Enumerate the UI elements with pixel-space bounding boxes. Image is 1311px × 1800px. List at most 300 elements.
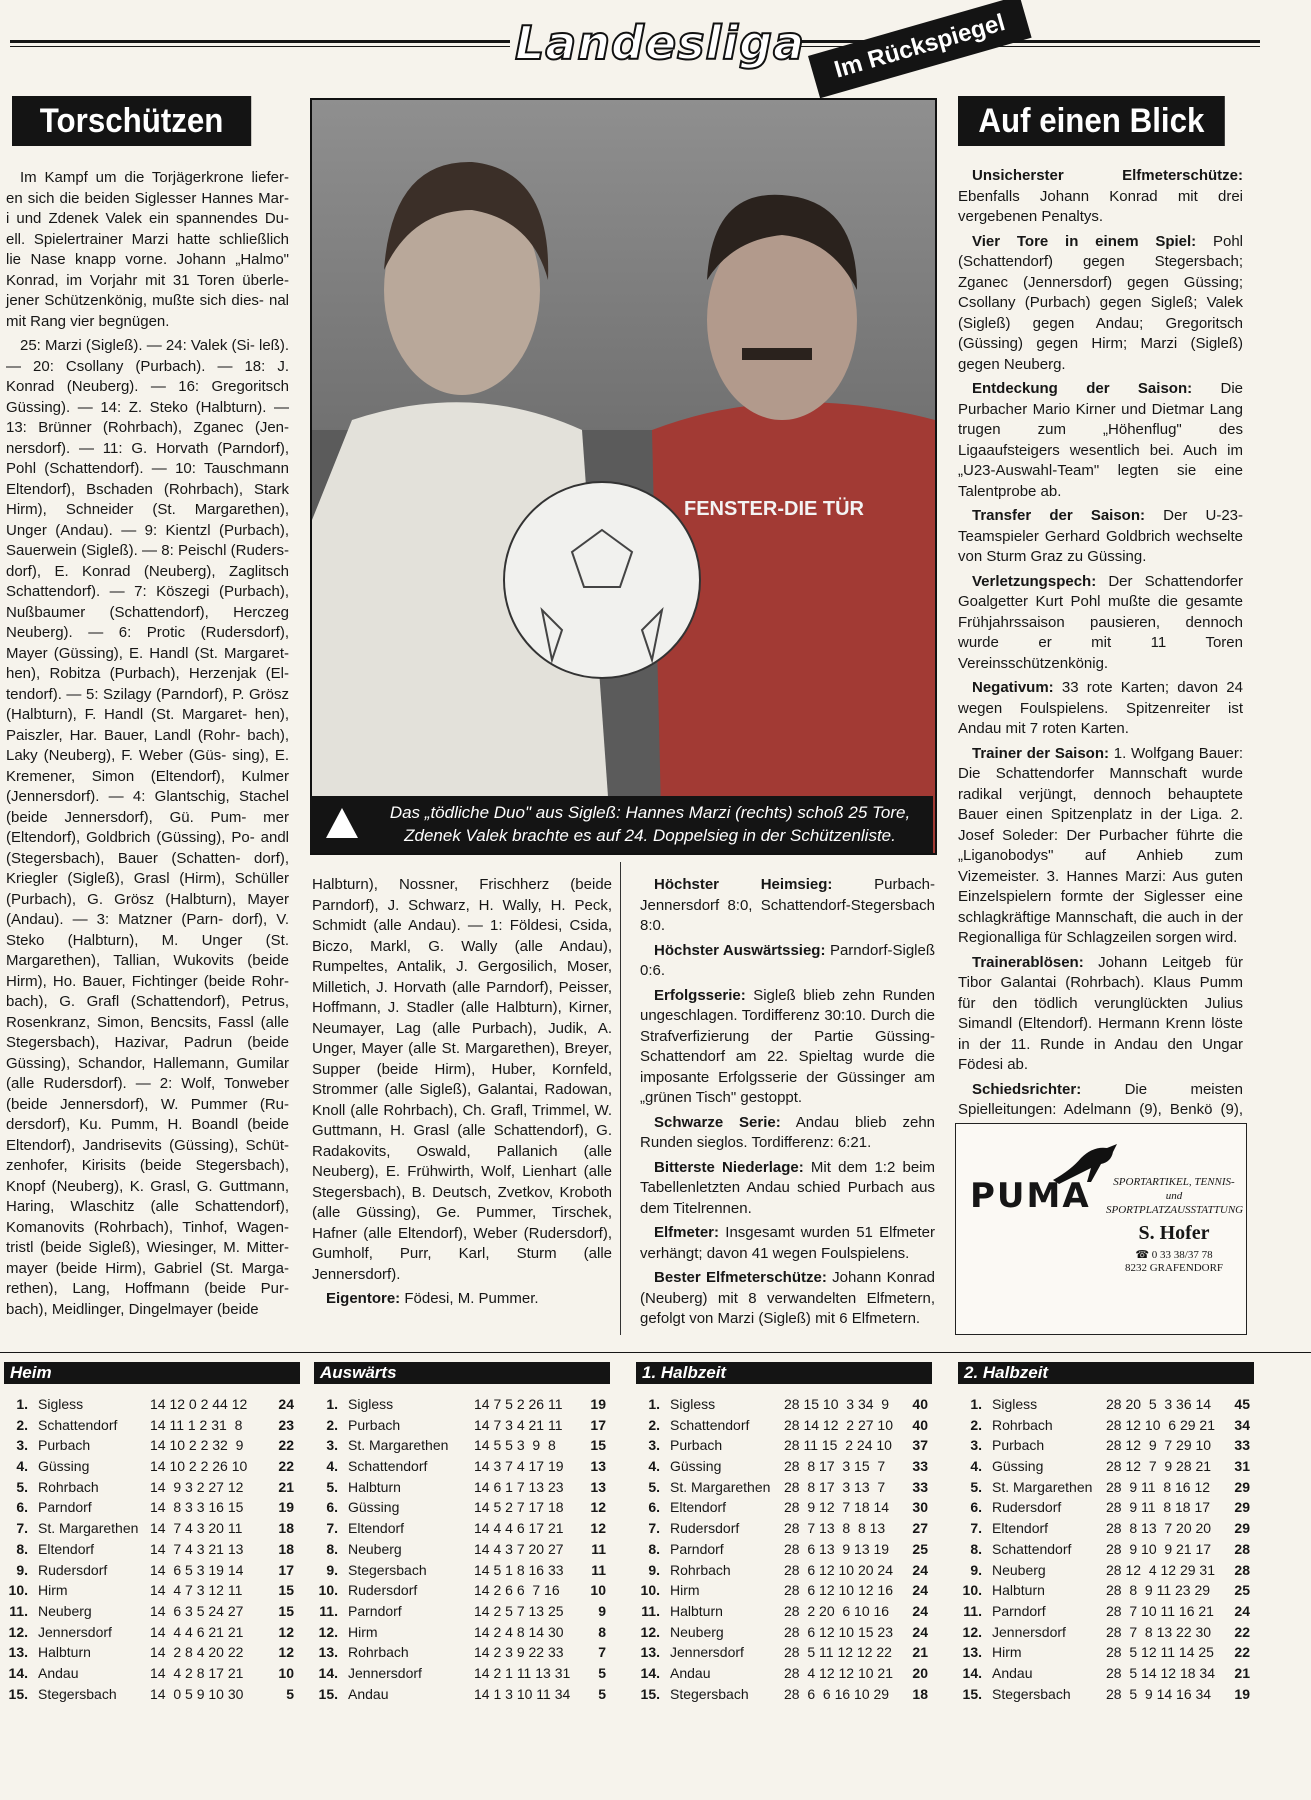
table-row <box>636 1456 932 1477</box>
caption-triangle-icon <box>326 808 358 838</box>
row-team: Andau <box>670 1664 711 1681</box>
table-row <box>958 1477 1254 1498</box>
row-stats: 14 2 1 11 13 31 <box>474 1664 571 1681</box>
row-rank: 12. <box>640 1623 660 1640</box>
ad-phone: ☎ 0 33 38/37 78 <box>1135 1249 1213 1261</box>
row-stats: 28 20 5 3 36 14 <box>1106 1396 1212 1412</box>
row-points: 7 <box>598 1644 606 1661</box>
row-team: Andau <box>348 1685 389 1702</box>
table-row <box>958 1642 1254 1663</box>
row-stats: 28 5 11 12 12 22 <box>784 1644 892 1661</box>
ad-line-3: SPORTPLATZAUSSTATTUNG <box>1106 1204 1244 1216</box>
row-stats: 28 6 12 10 12 16 <box>784 1582 893 1599</box>
table-row <box>4 1518 300 1539</box>
table-row <box>636 1415 932 1436</box>
row-points: 40 <box>912 1396 928 1412</box>
row-stats: 28 15 10 3 34 9 <box>784 1396 890 1412</box>
row-points: 12 <box>278 1623 294 1640</box>
row-stats: 28 8 17 3 15 7 <box>784 1458 886 1475</box>
table-row <box>958 1394 1254 1415</box>
stat-text: Purbach-Jennersdorf 8:0, Schattendorf-Stegersbach 8:0. <box>640 876 936 934</box>
stat-text: Sigleß blieb zehn Runden ungeschlagen. Tordifferenz 30:10. Durch die Strafverfizierung der Partie Güssing-Schattendorf am 22. Spieltag wurde die imposante Erfolgsserie der Güssinger am „grünen Tisch" gestoppt. <box>640 986 935 1106</box>
table-row <box>958 1580 1254 1601</box>
row-points: 45 <box>1234 1396 1250 1412</box>
row-rank: 12. <box>318 1623 338 1640</box>
row-points: 25 <box>1234 1582 1250 1599</box>
stat-item <box>640 1268 935 1330</box>
row-stats: 14 9 3 2 27 12 <box>150 1478 244 1495</box>
row-points: 21 <box>912 1644 928 1661</box>
row-points: 9 <box>598 1602 606 1619</box>
table-row <box>4 1684 300 1705</box>
stat-text: Andau blieb zehn Runden sieglos. Tordifferenz: 6:21. <box>640 1113 936 1151</box>
row-stats: 28 9 11 8 16 12 <box>1106 1478 1211 1495</box>
banner-title: Landesliga <box>514 16 806 70</box>
blick-item <box>958 166 1243 228</box>
row-team: Halbturn <box>670 1602 723 1619</box>
row-rank: 14. <box>8 1664 28 1681</box>
table-row <box>636 1394 932 1415</box>
table-row <box>636 1684 932 1705</box>
stat-item <box>640 875 935 937</box>
row-stats: 28 8 9 11 23 29 <box>1106 1582 1211 1599</box>
row-points: 5 <box>598 1664 606 1681</box>
row-points: 29 <box>1234 1520 1250 1537</box>
row-rank: 10. <box>640 1582 660 1599</box>
auf-einen-blick-text <box>958 166 1243 1116</box>
season-stats <box>640 875 935 1335</box>
row-team: Parndorf <box>992 1602 1046 1619</box>
table-row <box>958 1663 1254 1684</box>
blick-text: 33 rote Karten; davon 24 wegen Foulspielens. Spitzenreiter ist Andau mit 7 roten Karten. <box>958 679 1243 737</box>
league-table <box>958 1394 1254 1704</box>
row-stats: 14 4 4 6 17 21 <box>474 1520 564 1537</box>
row-rank: 3. <box>970 1437 982 1454</box>
row-rank: 11. <box>319 1602 338 1619</box>
blick-text: Pohl (Schattendorf) gegen Stegersbach; Zganec (Jennersdorf) gegen Güssing; Csollany (Purbach) gegen Sigleß; Valek (Sigleß) gegen Andau; Gregoritsch (Güssing) gegen Hirm; Marzi (Sigleß) gegen Neuberg. <box>958 232 1243 373</box>
row-team: Hirm <box>38 1582 68 1599</box>
row-rank: 9. <box>16 1561 28 1578</box>
row-team: Stegersbach <box>670 1685 749 1702</box>
stat-text: Johann Konrad (Neuberg) mit 8 verwandelten Elfmetern, gefolgt von Marzi (Sigleß) mit 6 Elfmetern. <box>640 1269 936 1327</box>
row-rank: 8. <box>16 1540 28 1557</box>
row-rank: 9. <box>970 1561 982 1578</box>
table-row <box>314 1580 610 1601</box>
row-rank: 11. <box>641 1602 660 1619</box>
shirt-text: FENSTER-DIE TÜR <box>684 498 864 520</box>
row-points: 8 <box>598 1623 606 1640</box>
table-row <box>636 1622 932 1643</box>
row-rank: 7. <box>326 1520 338 1537</box>
row-stats: 28 8 13 7 20 20 <box>1106 1520 1212 1537</box>
stat-item <box>640 941 935 982</box>
row-team: Stegersbach <box>348 1561 427 1578</box>
table-row <box>636 1663 932 1684</box>
league-table <box>314 1394 610 1704</box>
row-team: Güssing <box>38 1458 90 1475</box>
blick-item <box>958 953 1243 1076</box>
row-stats: 28 6 12 10 15 23 <box>784 1623 893 1640</box>
table-row <box>314 1663 610 1684</box>
row-rank: 7. <box>970 1520 982 1537</box>
row-rank: 6. <box>326 1499 338 1516</box>
row-rank: 15. <box>318 1685 338 1702</box>
row-team: Andau <box>38 1664 79 1681</box>
table-row <box>4 1415 300 1436</box>
row-team: Eltendorf <box>670 1499 727 1516</box>
table-row <box>4 1394 300 1415</box>
row-stats: 14 4 7 3 12 11 <box>150 1582 243 1599</box>
row-stats: 14 1 3 10 11 34 <box>474 1685 571 1702</box>
row-rank: 11. <box>9 1602 28 1619</box>
table-heading: 1. Halbzeit <box>636 1362 932 1384</box>
row-rank: 1. <box>326 1396 338 1412</box>
row-rank: 13. <box>962 1644 982 1661</box>
table-heading: 2. Halbzeit <box>958 1362 1254 1384</box>
photo-caption <box>310 796 933 853</box>
row-stats: 14 12 0 2 44 12 <box>150 1396 248 1412</box>
row-points: 19 <box>278 1499 294 1516</box>
table-row <box>958 1560 1254 1581</box>
row-stats: 14 5 5 3 9 8 <box>474 1437 556 1454</box>
row-points: 21 <box>1234 1664 1250 1681</box>
row-team: Neuberg <box>670 1623 724 1640</box>
row-points: 12 <box>590 1499 606 1516</box>
row-stats: 28 6 13 9 13 19 <box>784 1540 890 1557</box>
row-team: St. Margarethen <box>348 1437 449 1454</box>
row-team: Sigless <box>38 1396 84 1412</box>
row-team: Rohrbach <box>38 1478 99 1495</box>
blick-item <box>958 379 1243 502</box>
row-points: 15 <box>278 1602 294 1619</box>
row-team: Rohrbach <box>992 1416 1053 1433</box>
row-stats: 14 11 1 2 31 8 <box>150 1416 243 1433</box>
row-team: Güssing <box>348 1499 400 1516</box>
row-stats: 28 12 10 6 29 21 <box>1106 1416 1215 1433</box>
table-row <box>636 1518 932 1539</box>
table-row <box>4 1663 300 1684</box>
ad-line-2: und <box>1165 1190 1183 1202</box>
row-rank: 3. <box>16 1437 28 1454</box>
blick-text: Die meisten Spielleitungen: Adelmann (9), Benkö (9), <box>958 1080 1243 1118</box>
stat-label: Höchster Auswärtssieg: <box>654 941 826 959</box>
row-points: 15 <box>590 1437 606 1454</box>
photo-illustration <box>312 100 935 853</box>
row-stats: 14 2 5 7 13 25 <box>474 1602 564 1619</box>
blick-item <box>958 678 1243 740</box>
row-team: Eltendorf <box>348 1520 405 1537</box>
row-rank: 10. <box>318 1582 338 1599</box>
table-row <box>958 1435 1254 1456</box>
row-stats: 14 4 4 6 21 21 <box>150 1623 244 1640</box>
puma-advertisement <box>955 1123 1247 1335</box>
row-team: St. Margarethen <box>670 1478 771 1495</box>
table-heading: Auswärts <box>314 1362 610 1384</box>
table-row <box>958 1684 1254 1705</box>
row-stats: 28 12 9 7 29 10 <box>1106 1437 1212 1454</box>
row-stats: 14 6 5 3 19 14 <box>150 1561 244 1578</box>
table-row <box>4 1435 300 1456</box>
row-points: 40 <box>912 1416 928 1433</box>
row-points: 18 <box>912 1685 928 1702</box>
row-points: 22 <box>278 1437 294 1454</box>
auf-einen-blick-heading: Auf einen Blick <box>958 96 1225 146</box>
row-rank: 3. <box>326 1437 338 1454</box>
table-row <box>314 1518 610 1539</box>
row-points: 10 <box>590 1582 606 1599</box>
stat-text: Insgesamt wurden 51 Elfmeter verhängt; davon 41 wegen Foulspielens. <box>640 1224 935 1262</box>
row-team: Halbturn <box>38 1644 91 1661</box>
blick-label: Vier Tore in einem Spiel: <box>972 232 1197 250</box>
row-team: Jennersdorf <box>38 1623 112 1640</box>
blick-text: Johann Leitgeb für Tibor Galantai (Rohrbach). Klaus Pumm für den tödlich verunglückten Julius Simandl (Eltendorf). Hermann Krenn löste in der 11. Runde in Andau den Ungar Födesi ab. <box>958 953 1244 1073</box>
blick-label: Schiedsrichter: <box>972 1080 1082 1098</box>
row-rank: 4. <box>16 1458 28 1475</box>
row-points: 18 <box>278 1540 294 1557</box>
row-rank: 11. <box>963 1602 982 1619</box>
torschuetzen-text <box>6 168 289 1333</box>
row-rank: 12. <box>962 1623 982 1640</box>
league-table <box>4 1394 300 1704</box>
row-team: Rudersdorf <box>38 1561 108 1578</box>
row-points: 12 <box>278 1644 294 1661</box>
row-rank: 2. <box>970 1416 982 1433</box>
row-points: 24 <box>278 1396 294 1412</box>
row-team: Schattendorf <box>348 1458 428 1475</box>
blick-item <box>958 232 1243 376</box>
row-stats: 14 6 3 5 24 27 <box>150 1602 244 1619</box>
row-points: 19 <box>590 1396 606 1412</box>
row-stats: 14 6 1 7 13 23 <box>474 1478 564 1495</box>
row-rank: 5. <box>648 1478 660 1495</box>
stat-text: Parndorf-Sigleß 0:6. <box>640 941 935 979</box>
blick-label: Entdeckung der Saison: <box>972 380 1193 397</box>
row-rank: 2. <box>16 1416 28 1433</box>
row-team: Güssing <box>992 1458 1044 1475</box>
stat-label: Elfmeter: <box>654 1224 720 1241</box>
row-rank: 13. <box>8 1644 28 1661</box>
row-rank: 15. <box>640 1685 660 1702</box>
row-rank: 8. <box>970 1540 982 1557</box>
table-row <box>4 1622 300 1643</box>
row-team: Rohrbach <box>670 1561 731 1578</box>
row-rank: 5. <box>326 1478 338 1495</box>
row-team: Purbach <box>38 1437 91 1454</box>
table-row <box>314 1415 610 1436</box>
row-rank: 1. <box>970 1396 982 1412</box>
blick-text: Der U-23-Teamspieler Gerhard Goldbrich wechselte von Sturm Graz zu Güssing. <box>958 507 1243 565</box>
row-points: 12 <box>590 1520 606 1537</box>
row-rank: 10. <box>962 1582 982 1599</box>
league-table <box>636 1394 932 1704</box>
blick-text: 1. Wolfgang Bauer: Die Schattendorfer Mannschaft wurde radikal verjüngt, dennoch behauptete Bauer einen Spitzenplatz in der Liga. 2. Josef Soleder: Der Purbacher führte die „Liganobodys" auf Anhieb zum Vizemeister. 3. Hannes Marzi: Aus guten Einzelspielern formte der Siglesser eine schlagkräftige Mannschaft, die auch in der Regionalliga für Schlagzeilen sorgen wird. <box>958 744 1243 946</box>
ad-name: S. Hofer <box>1138 1222 1210 1244</box>
row-stats: 14 8 3 3 16 15 <box>150 1499 244 1516</box>
intro-paragraph: Im Kampf um die Torjägerkrone liefer- en sich die beiden Siglesser Hannes Mar- i und Zdenek Valek ein spannendes Du- ell. Spielertrainer Marzi hatte schließlich lie Nase knapp vorne. Johann „Halmo" Konrad, im Vorjahr mit 31 Toren überle- jener Schützenkönig, mußte sich dies- nal mit Rang vier begnügen. <box>6 169 289 330</box>
row-points: 10 <box>278 1664 294 1681</box>
table-row <box>314 1642 610 1663</box>
eigentore <box>312 1289 612 1310</box>
table-row <box>314 1622 610 1643</box>
table-heading: Heim <box>4 1362 300 1384</box>
row-stats: 14 4 2 8 17 21 <box>150 1664 244 1681</box>
table-row <box>4 1477 300 1498</box>
row-stats: 28 12 4 12 29 31 <box>1106 1561 1215 1578</box>
row-rank: 6. <box>16 1499 28 1516</box>
stat-text: Mit dem 1:2 beim Tabellenletzten Andau schied Purbach aus dem Titelrennen. <box>640 1158 936 1217</box>
row-stats: 28 8 17 3 13 7 <box>784 1478 886 1495</box>
row-team: Jennersdorf <box>992 1623 1066 1640</box>
row-stats: 28 7 10 11 16 21 <box>1106 1602 1214 1619</box>
row-stats: 14 0 5 9 10 30 <box>150 1685 244 1702</box>
row-stats: 14 4 3 7 20 27 <box>474 1540 564 1557</box>
row-points: 37 <box>912 1437 928 1454</box>
row-team: Hirm <box>670 1582 700 1599</box>
torschuetzen-heading: Torschützen <box>12 96 251 146</box>
row-team: Parndorf <box>38 1499 92 1516</box>
row-team: Andau <box>992 1664 1033 1681</box>
row-points: 17 <box>278 1561 294 1578</box>
row-stats: 28 5 14 12 18 34 <box>1106 1664 1215 1681</box>
row-team: Parndorf <box>670 1540 724 1557</box>
row-team: Schattendorf <box>38 1416 118 1433</box>
scorer-list-2: Halbturn), Nossner, Frischherz (beide Parndorf), J. Schwarz, H. Wally, H. Peck, Schmidt (alle Andau). — 1: Földesi, Csida, Biczo, Markl, G. Wally (alle Andau), Rumpeltes, Antalik, J. Gergosilich, Moser, Milletich, J. Horvath (alle Parndorf), Peisser, Hoffmann, J. Stadler (alle Halbturn), Kirner, Neumayer, Lag (alle Purbach), Judik, A. Unger, Mayer (alle St. Margarethen), Breyer, Supper (beide Hirm), Huber, Kornfeld, Strommer (alle Sigleß), Galantai, Radowan, Knoll (alle Rohrbach), Ch. Grafl, Trimmel, W. Guttmann, H. Grasl (alle Schattendorf), G. Radakovits, Oswald, Pallanich (alle Neuberg), E. Frühwirth, Wolf, Lienhart (alle Stegersbach), B. Deutsch, Zvetkov, Kroboth (alle Güssing), Ge. Pummer, Tirschek, Hafner (alle Eltendorf), Weber (Rudersdorf), Gumholf, Purr, Karl, Sturm (alle Jennersdorf). <box>312 876 612 1283</box>
table-row <box>958 1456 1254 1477</box>
ad-city: 8232 GRAFENDORF <box>1124 1262 1224 1274</box>
row-team: Neuberg <box>992 1561 1046 1578</box>
row-rank: 15. <box>962 1685 982 1702</box>
scorer-list: 25: Marzi (Sigleß). — 24: Valek (Si- leß). — 20: Csollany (Purbach). — 18: J. Konrad (Neuberg). — 16: Gregoritsch Güssing). — 14: Z. Steko (Halbturn). — 13: Brünner (Rohrbach), Zganec (Jen- nersdorf). — 11: G. Horvath (Parndorf), Pohl (Schattendorf). — 10: Tauschmann Eltendorf), Bschaden (Rohrbach), Stark Hirm), Schneider (St. Margarethen), Unger (Andau). — 9: Kientzl (Purbach), Sauerwein (Sigleß). — 8: Peischl (Ruders- dorf), E. Konrad (Neuberg), Zaglitsch Schattendorf). — 7: Köszegi (Purbach), Nußbaumer (Schattendorf), Herczeg Neuberg). — 6: Protic (Rudersdorf), Mayer (Güssing), E. Handl (St. Margaret- hen), Robitza (Purbach), Herzenjak (El- tendorf). — 5: Szilagy (Parndorf), P. Grösz (Halbturn), F. Handl (St. Margaret- hen), Paiszler, Har. Bauer, Landl (Rohr- bach), Laky (Neuberg), F. Weber (Güs- sing), E. Kremener, Simon (Eltendorf), Kulmer (Jennersdorf). — 4: Glantschig, Stachel (beide Jennersdorf), Gü. Pum- mer (Eltendorf), Goldbrich (Güssing), Po- andl (Stegersbach), Bauer (Schatten- dorf), Kriegler (Sigleß), Grasl (Hirm), Schüller (Purbach), G. Grösz (Halbturn), Mayer (Andau). — 3: Matzner (Parn- dorf), V. Steko (Halbturn), M. Unger (St. Margarethen), Tallian, Wukovits (beide Hirm), Ho. Bauer, Fichtinger (beide Rohr- bach), G. Grafl (Schattendorf), Petrus, Rosenkranz, Simon, Bencsits, Fassl (alle Stegersbach), Hazivar, Padrun (beide Güssing), Schandor, Hallemann, Gumilar (alle Rudersdorf). — 2: Wolf, Tonweber (beide Jennersdorf), W. Pummer (Ru- dersdorf), Ku. Pumm, H. Boandl (beide Eltendorf), Jandrisevits (Güssing), Schüt- zenhofer, Kirisits (beide Stegersbach), Knopf (Neuberg), K. Grasl, G. Guttmann, Haring, Wlaschitz (alle Schattendorf), Komanovits (Rohrbach), Tinhof, Wagen- tristl (beide Sigleß), Wiesinger, M. Mitter- mayer (beide Hirm), Gabriel (St. Marga- rethen), Lang, Hoffmann (beide Pur- bach), Meidlinger, Dingelmayer (beide <box>6 337 289 1318</box>
row-rank: 8. <box>648 1540 660 1557</box>
row-points: 20 <box>912 1664 928 1681</box>
table-row <box>314 1684 610 1705</box>
row-stats: 28 5 12 11 14 25 <box>1106 1644 1214 1661</box>
row-points: 24 <box>912 1623 928 1640</box>
row-stats: 14 5 1 8 16 33 <box>474 1561 564 1578</box>
row-team: Rudersdorf <box>992 1499 1062 1516</box>
table-row <box>636 1497 932 1518</box>
row-team: Güssing <box>670 1458 722 1475</box>
row-rank: 6. <box>648 1499 660 1516</box>
row-rank: 6. <box>970 1499 982 1516</box>
row-rank: 12. <box>8 1623 28 1640</box>
row-stats: 28 12 7 9 28 21 <box>1106 1458 1212 1475</box>
tables-top-rule <box>0 1352 1311 1353</box>
row-points: 28 <box>1234 1561 1250 1578</box>
row-stats: 28 14 12 2 27 10 <box>784 1416 893 1433</box>
row-team: Stegersbach <box>992 1685 1071 1702</box>
row-points: 29 <box>1234 1499 1250 1516</box>
row-team: Rudersdorf <box>670 1520 740 1537</box>
row-points: 27 <box>912 1520 928 1537</box>
table-row <box>636 1539 932 1560</box>
row-team: Purbach <box>992 1437 1045 1454</box>
row-stats: 28 6 6 16 10 29 <box>784 1685 890 1702</box>
row-points: 22 <box>1234 1623 1250 1640</box>
table-row <box>636 1477 932 1498</box>
row-stats: 28 9 10 9 21 17 <box>1106 1540 1212 1557</box>
row-team: Schattendorf <box>992 1540 1072 1557</box>
eigentore-label: Eigentore: <box>326 1290 401 1307</box>
table-row <box>4 1601 300 1622</box>
player-photo <box>310 98 937 855</box>
row-team: Hirm <box>992 1644 1022 1661</box>
row-points: 5 <box>598 1685 606 1702</box>
blick-label: Transfer der Saison: <box>972 507 1146 524</box>
row-rank: 9. <box>648 1561 660 1578</box>
stat-item <box>640 1158 935 1220</box>
row-points: 25 <box>912 1540 928 1557</box>
ad-line-1: SPORTARTIKEL, TENNIS- <box>1113 1176 1235 1188</box>
row-stats: 14 10 2 2 26 10 <box>150 1458 248 1475</box>
row-rank: 1. <box>16 1396 28 1412</box>
row-team: Rohrbach <box>348 1644 409 1661</box>
row-stats: 14 10 2 2 32 9 <box>150 1437 244 1454</box>
eigentore-text: Födesi, M. Pummer. <box>404 1290 539 1307</box>
row-stats: 14 7 3 4 21 11 <box>474 1416 563 1433</box>
row-points: 34 <box>1234 1416 1250 1433</box>
table-row <box>958 1601 1254 1622</box>
row-stats: 28 6 12 10 20 24 <box>784 1561 893 1578</box>
row-stats: 14 3 7 4 17 19 <box>474 1458 564 1475</box>
row-stats: 14 7 4 3 20 11 <box>150 1520 243 1537</box>
blick-label: Trainerablösen: <box>972 953 1084 971</box>
table-row <box>636 1642 932 1663</box>
stat-label: Bitterste Niederlage: <box>654 1158 804 1176</box>
row-points: 24 <box>1234 1602 1250 1619</box>
row-stats: 14 2 6 6 7 16 <box>474 1582 560 1599</box>
row-rank: 15. <box>8 1685 28 1702</box>
row-points: 15 <box>278 1582 294 1599</box>
blick-text: Die Purbacher Mario Kirner und Dietmar Lang trugen zum „Höhenflug" des Ligaaufsteigers wesentlich bei. Auch im „U23-Auswahl-Team" legten sie eine Talentprobe ab. <box>958 380 1243 500</box>
row-points: 5 <box>286 1685 294 1702</box>
row-team: Jennersdorf <box>670 1644 744 1661</box>
row-points: 21 <box>278 1478 294 1495</box>
stat-label: Bester Elfmeterschütze: <box>654 1269 827 1286</box>
caption-text: Das „tödliche Duo" aus Sigleß: Hannes Marzi (rechts) schoß 25 Tore, Zdenek Valek brachte es auf 24. Doppelsieg in der Schützenliste. <box>389 803 911 845</box>
table-row <box>314 1601 610 1622</box>
row-stats: 28 9 12 7 18 14 <box>784 1499 890 1516</box>
row-team: Sigless <box>992 1396 1038 1412</box>
stat-label: Erfolgsserie: <box>654 986 746 1004</box>
table-row <box>636 1435 932 1456</box>
row-points: 30 <box>912 1499 928 1516</box>
row-team: Neuberg <box>348 1540 402 1557</box>
row-rank: 10. <box>8 1582 28 1599</box>
stat-label: Höchster Heimsieg: <box>654 876 833 893</box>
row-points: 11 <box>591 1561 606 1578</box>
table-row <box>314 1477 610 1498</box>
table-row <box>958 1622 1254 1643</box>
rueckspiegel-tag: Im Rückspiegel <box>808 0 1032 98</box>
row-rank: 2. <box>326 1416 338 1433</box>
blick-label: Unsicherster Elfmeterschütze: <box>972 167 1243 184</box>
header-rule-left-thin <box>10 46 510 47</box>
row-stats: 14 2 3 9 22 33 <box>474 1644 564 1661</box>
row-team: Stegersbach <box>38 1685 117 1702</box>
row-rank: 14. <box>962 1664 982 1681</box>
row-points: 19 <box>1234 1685 1250 1702</box>
table-row <box>958 1415 1254 1436</box>
blick-item <box>958 572 1243 675</box>
row-rank: 13. <box>640 1644 660 1661</box>
row-rank: 1. <box>648 1396 660 1412</box>
row-stats: 28 2 20 6 10 16 <box>784 1602 890 1619</box>
table-row <box>314 1497 610 1518</box>
table-row <box>636 1601 932 1622</box>
row-team: St. Margarethen <box>38 1520 139 1537</box>
row-rank: 2. <box>648 1416 660 1433</box>
